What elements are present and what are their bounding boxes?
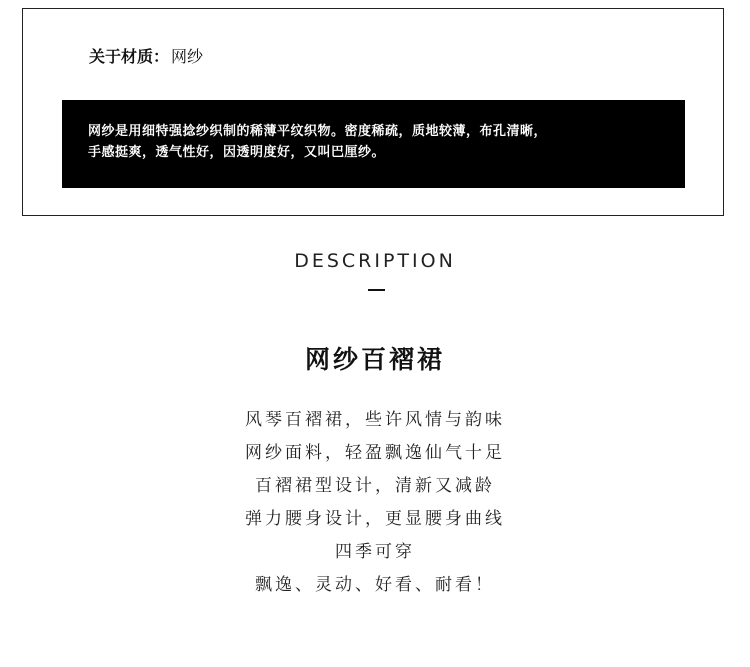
material-description-line-2: 手感挺爽，透气性好，因透明度好，又叫巴厘纱。 [88, 145, 386, 160]
material-separator: ： [153, 47, 170, 66]
product-title: 网纱百褶裙 [304, 345, 445, 374]
material-label: 关于材质 [89, 47, 154, 66]
feature-line-4: 弹力腰身设计，更显腰身曲线 [245, 509, 505, 529]
material-line [89, 46, 203, 68]
material-description-line-1: 网纱是用细特强捻纱织制的稀薄平纹织物。密度稀疏，质地较薄，布孔清晰， [88, 124, 548, 139]
section-heading: DESCRIPTION [294, 250, 456, 272]
material-info-box [22, 8, 724, 216]
feature-line-3: 百褶裙型设计，清新又减龄 [255, 476, 495, 496]
feature-list [0, 404, 750, 602]
feature-line-6: 飘逸、灵动、好看、耐看！ [255, 575, 495, 595]
feature-line-5: 四季可穿 [335, 542, 415, 562]
material-description-block [62, 100, 685, 188]
heading-divider [368, 289, 385, 291]
feature-line-2: 网纱面料，轻盈飘逸仙气十足 [245, 443, 505, 463]
feature-line-1: 风琴百褶裙，些许风情与韵味 [245, 410, 505, 430]
material-value: 网纱 [171, 47, 204, 66]
